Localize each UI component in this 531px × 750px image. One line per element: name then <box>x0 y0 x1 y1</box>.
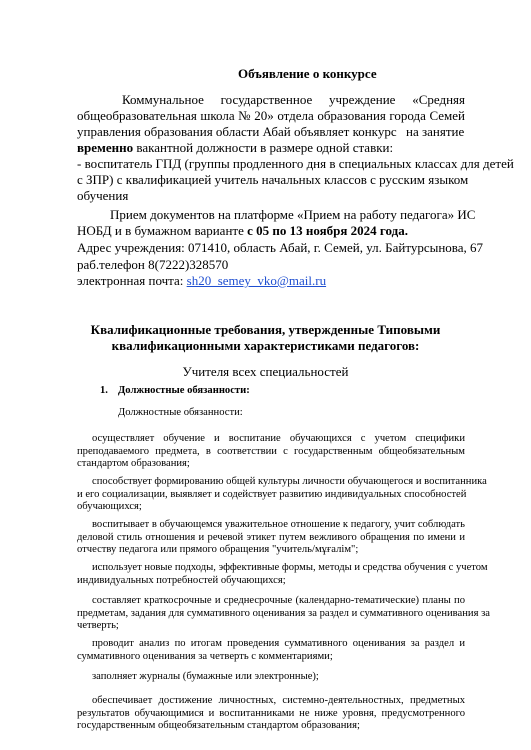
phone-line: раб.телефон 8(7222)328570 <box>77 257 229 272</box>
requirements-subheading: Учителя всех специальностей <box>182 364 349 379</box>
duty-line: четверть; <box>77 620 119 632</box>
duty-line: обеспечивает достижение личностных, системно-деятельностных, предметных <box>92 695 465 706</box>
paragraph-line <box>77 140 393 156</box>
email-link[interactable]: sh20_semey_vko@mail.ru <box>186 273 327 288</box>
dates-text: с 05 по 13 ноября 2024 года. <box>247 223 408 238</box>
address-line: Адрес учреждения: 071410, область Абай, г. Семей, ул. Байтурсынова, 67 <box>77 240 484 255</box>
duty-line: отчеству педагога или прямого обращения "учитель/мұғалім"; <box>77 544 359 556</box>
email-line <box>77 273 326 289</box>
vacancy-line: обучения <box>77 188 129 203</box>
email-label: электронная почта: <box>77 273 187 288</box>
duty-line: результатов обучающимися и воспитанниками не ниже уровня, предусмотренного <box>77 707 465 719</box>
duty-line: использует новые подходы, эффективные формы, методы и средства обучения с учетом <box>92 562 488 573</box>
duty-line: индивидуальных потребностей обучающихся; <box>77 574 286 586</box>
paragraph-line: управления образования области Абай объявляет конкурс <box>77 124 397 139</box>
duty-line: и его социализации, выявляет и содействует развитию индивидуальных способностей <box>77 488 467 500</box>
duty-line: суммативного оценивания за четверть с комментариями; <box>77 650 333 662</box>
documents-line: Прием документов на платформе «Прием на работу педагога» ИС <box>110 207 476 222</box>
announcement-title: Объявление о конкурсе <box>238 66 377 81</box>
duty-line: проводит анализ по итогам проведения суммативного оценивания за раздел и <box>92 638 465 649</box>
paragraph-text: вакантной должности в размере одной ставки: <box>133 140 394 155</box>
vacancy-line: - воспитатель ГПД (группы продленного дня в специальных классах для детей <box>77 156 514 171</box>
duty-line: воспитывает в обучающемся уважительное отношение к педагогу, учит соблюдать <box>92 519 465 530</box>
documents-text: НОБД и в бумажном варианте <box>77 223 248 238</box>
requirements-heading: Квалификационные требования, утвержденные Типовыми <box>90 322 441 337</box>
duty-line: деловой стиль отношения и речевой этикет путем вежливого обращения по имени и <box>77 531 465 543</box>
duty-line: составляет краткосрочные и среднесрочные (календарно-тематические) планы по <box>92 595 465 606</box>
paragraph-line: общеобразовательная школа № 20» отдела образования города Семей <box>77 108 465 123</box>
paragraph-line: на занятие <box>406 124 465 139</box>
requirements-heading: квалификационными характеристиками педагогов: <box>111 338 420 353</box>
section-title: Должностные обязанности: <box>118 385 250 396</box>
duty-line: способствует формированию общей культуры личности обучающегося и воспитанника <box>92 476 487 487</box>
emphasis-text: временно <box>77 140 134 155</box>
duty-line: государственным общеобязательным стандартом образования; <box>77 720 360 732</box>
duty-line: предметам, задания для суммативного оценивания за раздел и суммативного оценивания за <box>77 607 490 619</box>
duty-line: заполняет журналы (бумажные или электронные); <box>92 671 319 682</box>
duty-line: стандартом образования; <box>77 458 190 470</box>
duties-label: Должностные обязанности: <box>118 407 243 418</box>
duty-line: преподаваемого предмета, в соответствии с государственным общеобязательным <box>77 445 465 457</box>
duty-line: осуществляет обучение и воспитание обучающихся с учетом специфики <box>92 433 465 444</box>
paragraph-line: Коммунальное государственное учреждение «Средняя <box>122 92 465 107</box>
duty-line: обучающихся; <box>77 501 142 513</box>
documents-line <box>77 223 408 239</box>
section-number: 1. <box>100 385 108 396</box>
vacancy-line: с ЗПР) с квалификацией учитель начальных классов с русским языком <box>77 172 469 187</box>
